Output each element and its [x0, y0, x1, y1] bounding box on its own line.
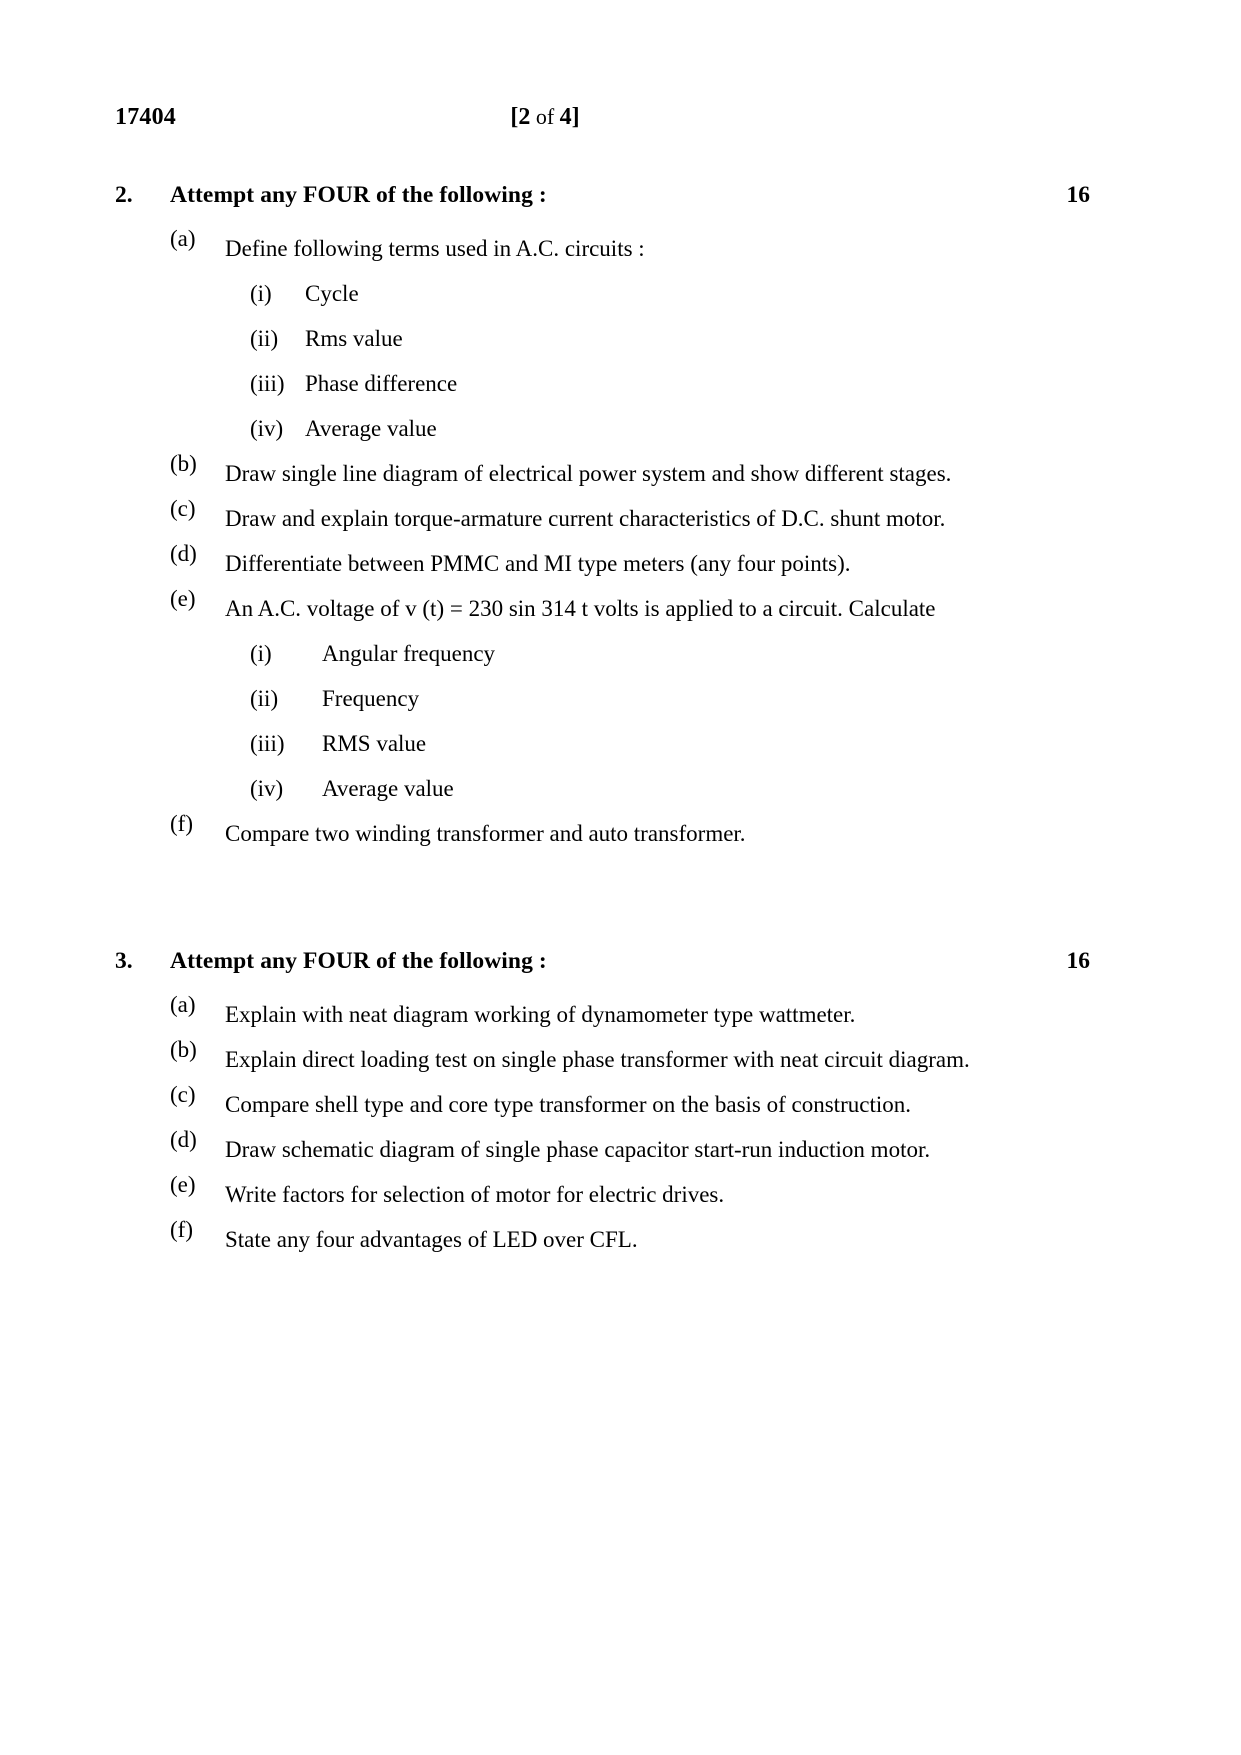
sub-item-marker: (iv): [250, 776, 284, 801]
item-text: Write factors for selection of motor for electric drives.: [225, 1182, 725, 1207]
question-block-3: [0, 948, 1241, 1262]
question-heading-3: [0, 948, 1241, 992]
sub-item-list: [0, 631, 1241, 811]
item-marker: (b): [170, 1037, 197, 1062]
item-marker: (e): [170, 586, 196, 611]
question-item: [0, 586, 1241, 631]
sub-item-text: Phase difference: [305, 371, 458, 396]
sub-item-text: Frequency: [322, 686, 420, 711]
sub-item-text: Cycle: [305, 281, 359, 306]
question-heading-2: [0, 182, 1241, 226]
item-marker: (f): [170, 811, 193, 836]
page-header: [115, 104, 1090, 134]
page-indicator: [115, 104, 975, 131]
sub-item-text: Average value: [322, 776, 454, 801]
sub-item-text: Angular frequency: [322, 641, 496, 666]
question-item: [0, 1217, 1241, 1262]
sub-item: [0, 406, 1241, 451]
item-text: Explain with neat diagram working of dynamometer type wattmeter.: [225, 1002, 856, 1027]
item-marker: (d): [170, 541, 197, 566]
question-list: [0, 182, 1241, 1262]
item-text: Draw single line diagram of electrical power system and show different stages.: [225, 461, 952, 486]
question-number: 2.: [115, 182, 133, 208]
sub-item-marker: (iv): [250, 416, 284, 441]
item-marker: (b): [170, 451, 197, 476]
sub-item-marker: (iii): [250, 371, 285, 396]
sub-item-marker: (iii): [250, 731, 285, 756]
item-text: An A.C. voltage of v (t) = 230 sin 314 t volts is applied to a circuit. Calculate: [225, 596, 936, 621]
sub-item-marker: (i): [250, 281, 272, 306]
page-indicator-of: of: [530, 104, 560, 129]
question-item: [0, 451, 1241, 496]
sub-item: [0, 766, 1241, 811]
question-marks: 16: [1066, 948, 1090, 974]
sub-item-text: RMS value: [322, 731, 427, 756]
sub-item-marker: (i): [250, 641, 272, 666]
sub-item: [0, 361, 1241, 406]
item-marker: (c): [170, 1082, 196, 1107]
question-item: [0, 1037, 1241, 1082]
sub-item-text: Rms value: [305, 326, 403, 351]
item-text: Explain direct loading test on single phase transformer with neat circuit diagram.: [225, 1047, 970, 1072]
sub-item: [0, 316, 1241, 361]
page-indicator-close: 4]: [559, 104, 580, 130]
sub-item: [0, 676, 1241, 721]
item-marker: (c): [170, 496, 196, 521]
sub-item: [0, 631, 1241, 676]
question-item: [0, 496, 1241, 541]
sub-item: [0, 271, 1241, 316]
sub-item-list: [0, 271, 1241, 451]
item-text: Compare two winding transformer and auto transformer.: [225, 821, 746, 846]
question-item: [0, 811, 1241, 856]
question-title: Attempt any FOUR of the following :: [170, 948, 547, 974]
question-marks: 16: [1066, 182, 1090, 208]
item-marker: (e): [170, 1172, 196, 1197]
question-number: 3.: [115, 948, 133, 974]
item-text: Differentiate between PMMC and MI type meters (any four points).: [225, 551, 851, 576]
sub-item-marker: (ii): [250, 326, 279, 351]
sub-item-text: Average value: [305, 416, 437, 441]
question-item: [0, 1127, 1241, 1172]
item-marker: (d): [170, 1127, 197, 1152]
question-item: [0, 1172, 1241, 1217]
item-text: State any four advantages of LED over CFL.: [225, 1227, 638, 1252]
document-code: 17404: [115, 104, 176, 130]
question-item: [0, 226, 1241, 271]
question-item: [0, 541, 1241, 586]
item-marker: (a): [170, 992, 196, 1017]
item-marker: (f): [170, 1217, 193, 1242]
question-title: Attempt any FOUR of the following :: [170, 182, 547, 208]
question-item: [0, 1082, 1241, 1127]
item-text: Compare shell type and core type transformer on the basis of construction.: [225, 1092, 911, 1117]
page-indicator-open: [2: [510, 104, 531, 130]
item-text: Draw schematic diagram of single phase capacitor start-run induction motor.: [225, 1137, 931, 1162]
item-text: Define following terms used in A.C. circuits :: [225, 236, 645, 261]
sub-item-marker: (ii): [250, 686, 279, 711]
item-marker: (a): [170, 226, 196, 251]
section-separator: [0, 856, 1241, 948]
question-item: [0, 992, 1241, 1037]
sub-item: [0, 721, 1241, 766]
item-text: Draw and explain torque-armature current characteristics of D.C. shunt motor.: [225, 506, 946, 531]
question-block-2: [0, 182, 1241, 856]
